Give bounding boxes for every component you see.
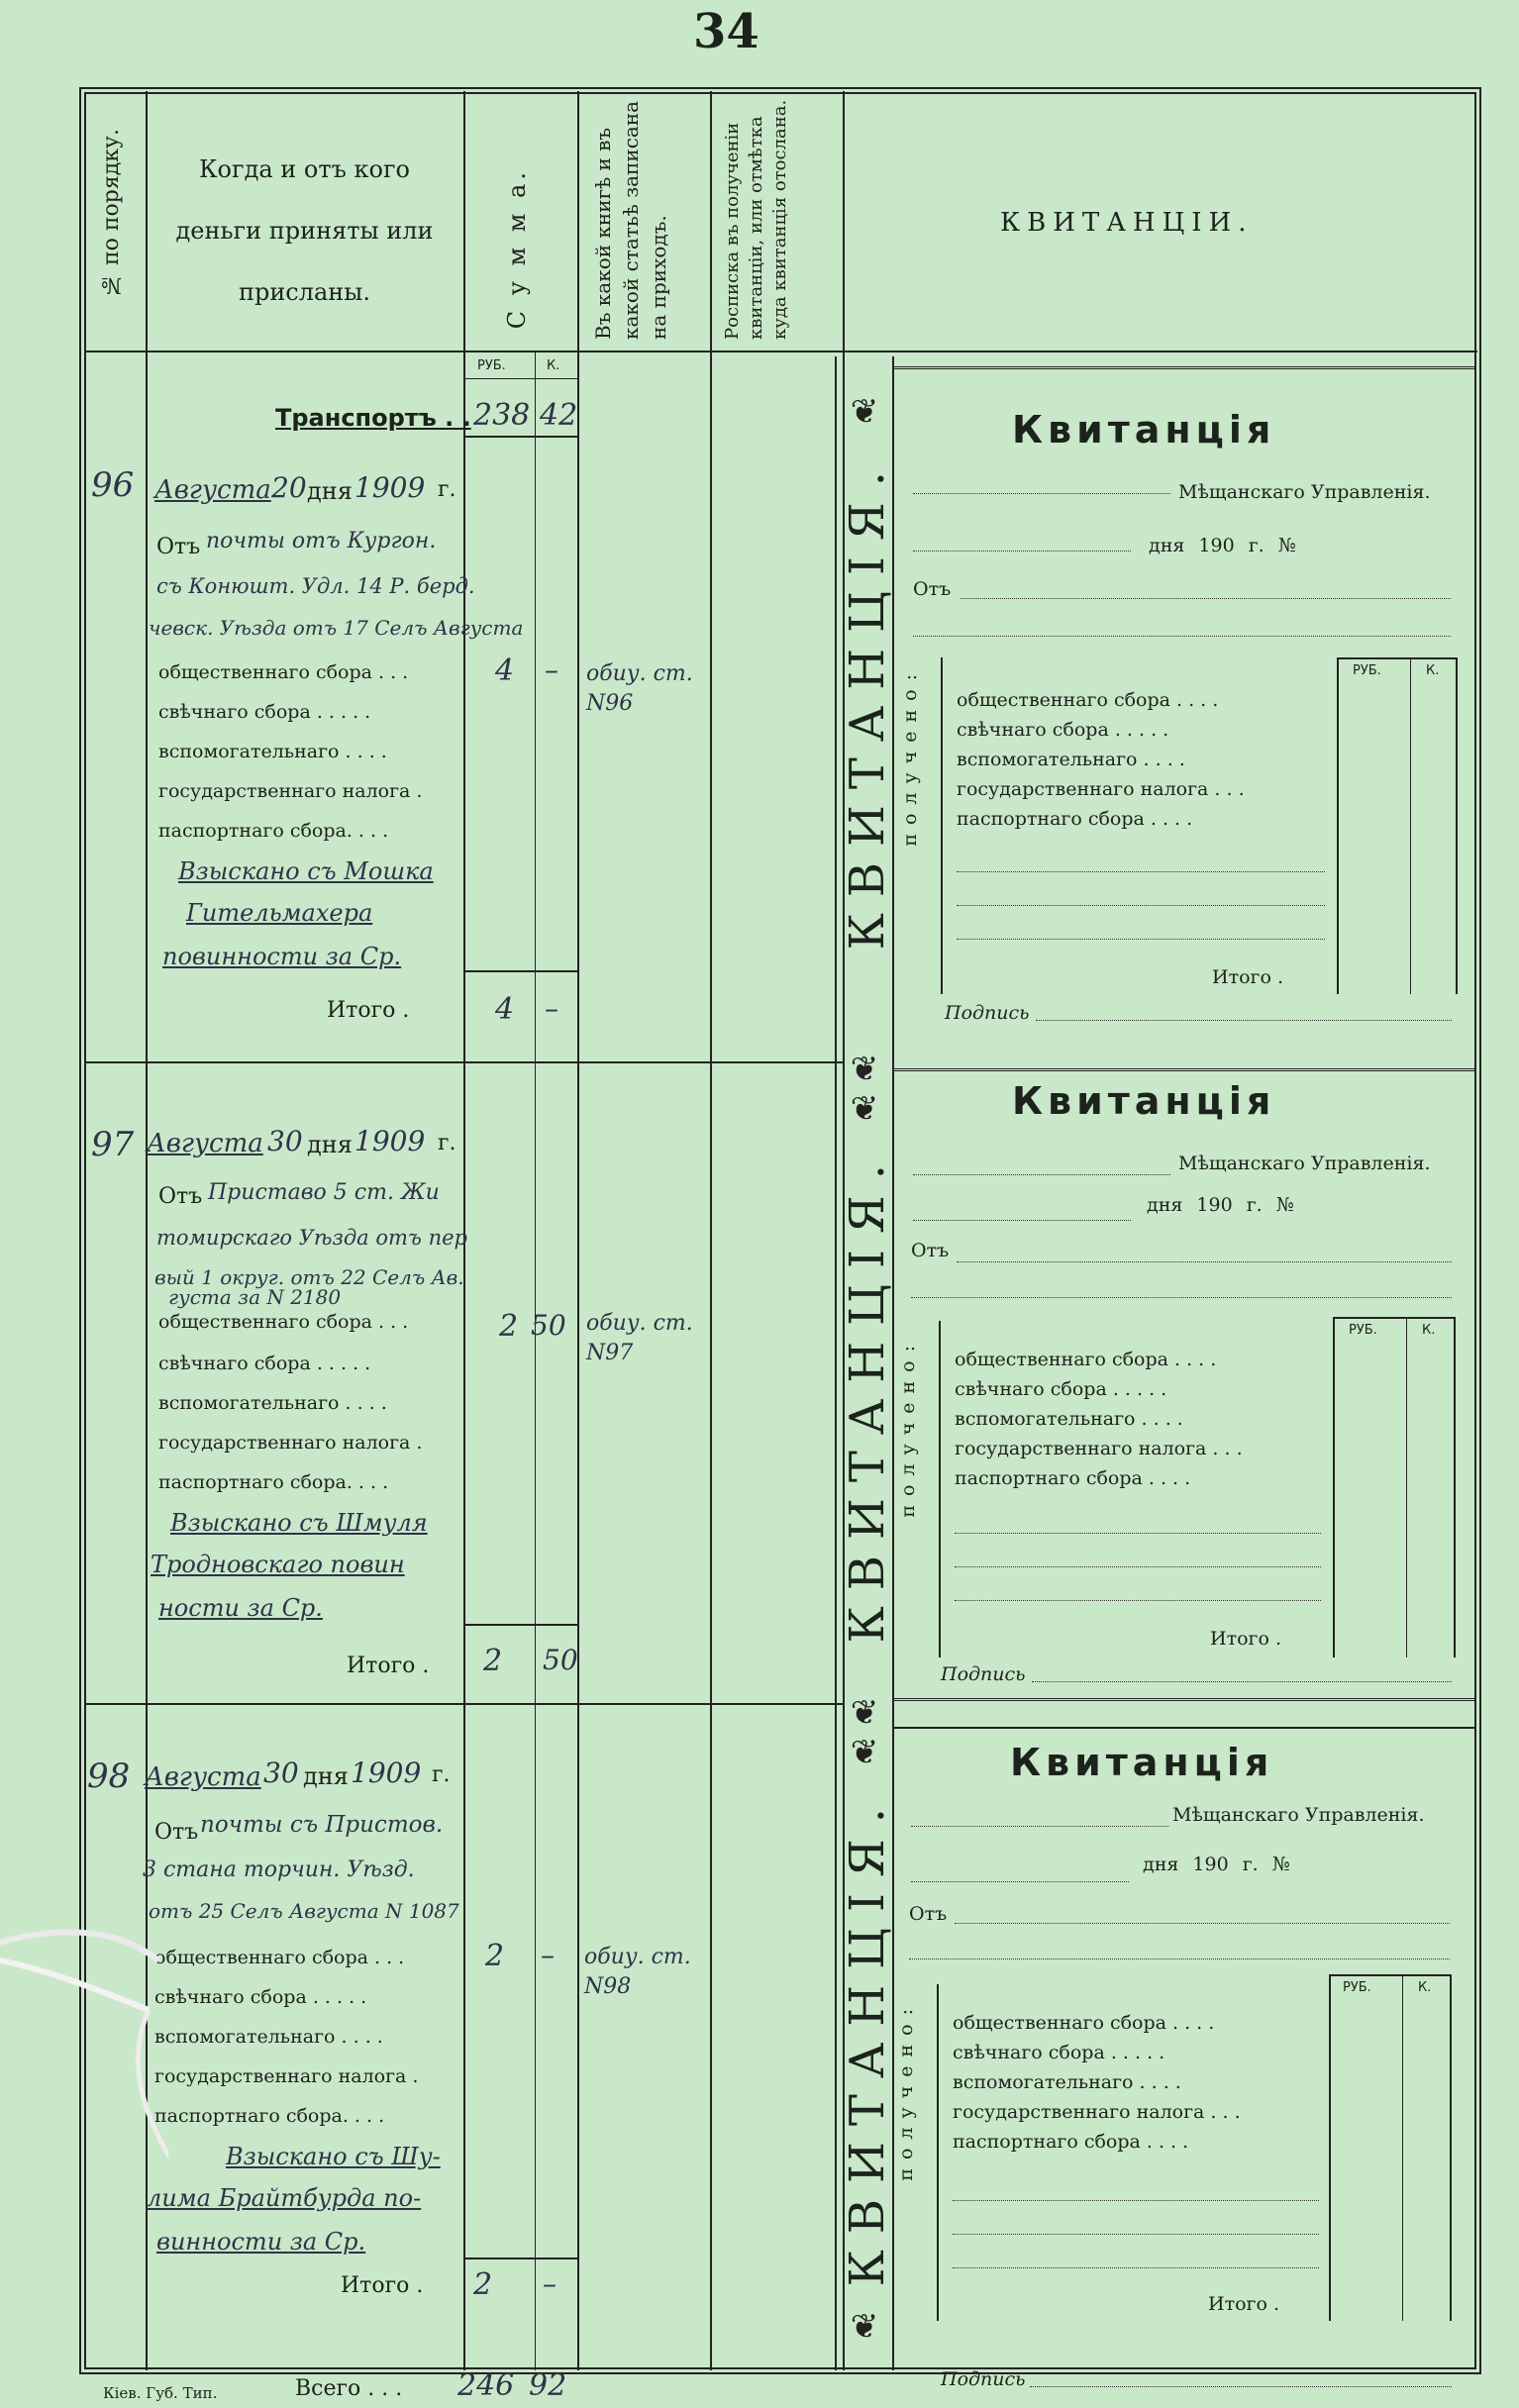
receipt-line: паспортнаго сбора . . . .: [957, 808, 1193, 830]
entry-hand-3: чевск. Уѣзда отъ 17 Селъ Августа: [149, 616, 524, 640]
entry-g: г.: [438, 1131, 456, 1155]
header-col-kvit: КВИТАНЦІИ.: [1000, 208, 1254, 238]
entry-day: 30: [267, 1125, 303, 1157]
entry-sum-rub: 4: [495, 653, 515, 688]
ornament-icon: ❦: [850, 392, 879, 432]
entry-divider-2: [85, 1703, 843, 1705]
ornament-icon: ❦: [850, 1733, 879, 1772]
entry-total-rub: 4: [495, 992, 515, 1027]
entry-sum-kop: –: [545, 653, 558, 686]
entry-year: 1909: [351, 1756, 422, 1789]
ornament-icon: ❦: [850, 1089, 879, 1129]
entry-no: 97: [91, 1125, 135, 1164]
receipt-ot: Отъ: [911, 1240, 950, 1261]
col-line-rubkop: [535, 351, 536, 2370]
receipt-line: свѣчнаго сбора . . . . .: [953, 2042, 1165, 2063]
ornament-icon: ❦: [850, 2307, 879, 2347]
form-line: свѣчнаго сбора . . . . .: [158, 1353, 371, 1374]
kop-header: К.: [1422, 1323, 1436, 1338]
receipt-polucheno: получено:: [899, 665, 921, 847]
entry-hand-2: томирскаго Уѣзда отъ пер: [156, 1226, 467, 1250]
form-line: паспортнаго сбора. . . .: [158, 820, 389, 842]
entry-g: г.: [432, 1762, 451, 1787]
entry-hand-2: съ Конюшт. Удл. 14 Р. берд.: [156, 574, 475, 598]
entry-year: 1909: [354, 1125, 426, 1157]
spine-text: КВИТАНЦІЯ.: [840, 1149, 895, 1644]
signature-line: [1036, 1020, 1452, 1021]
date-blank-line: [911, 1881, 1129, 1882]
entry-note-2: Гительмахера: [186, 899, 373, 927]
col-line-3: [577, 91, 579, 2370]
blank-line: [957, 905, 1325, 906]
entry-total-rub: 2: [483, 1644, 503, 1678]
header-col-book: Въ какой книгѣ и въ какой статьѣ записана на приходъ.: [591, 100, 670, 340]
grand-total-label: Всего . . .: [295, 2376, 403, 2401]
entry-hand-1: почты отъ Кургон.: [206, 529, 437, 553]
ot-blank-line: [911, 1297, 1452, 1298]
entry-day-word: дня: [303, 1762, 349, 1790]
receipt-line: свѣчнаго сбора . . . . .: [957, 719, 1169, 741]
receipt-line: государственнаго налога . . .: [953, 2101, 1241, 2123]
spine-text: КВИТАНЦІЯ.: [840, 1792, 895, 2287]
total-overline: [463, 1624, 577, 1626]
receipt-date-line: дня 190 г. №: [1149, 535, 1296, 556]
receipt-line: государственнаго налога . . .: [957, 778, 1245, 800]
form-line: вспомогательнаго . . . .: [158, 1392, 387, 1414]
org-blank-line: [913, 493, 1170, 494]
receipt-line: вспомогательнаго . . . .: [953, 2071, 1181, 2093]
receipt-podpis: Подпись: [941, 1663, 1026, 1685]
entry-book: обиу. ст. N97: [586, 1311, 693, 1365]
entry-sum-rub: 2: [485, 1939, 505, 1973]
entry-hand-2: 3 стана торчин. Уѣзд.: [143, 1857, 415, 1882]
spine-text: КВИТАНЦІЯ.: [840, 455, 895, 951]
receipt-itogo: Итого .: [1210, 1628, 1281, 1650]
entry-hand-3: вый 1 округ. отъ 22 Селъ Ав.: [154, 1265, 464, 1289]
page-number: 34: [693, 4, 760, 59]
blank-line: [953, 2234, 1319, 2235]
receipt-org: Мѣщанскаго Управленія.: [1172, 1804, 1425, 1826]
date-blank-line: [913, 1220, 1131, 1221]
blank-line: [953, 2267, 1319, 2268]
ot-blank-line: [961, 598, 1451, 599]
entry-hand-1: Приставо 5 ст. Жи: [208, 1180, 440, 1205]
entry-year: 1909: [354, 471, 426, 504]
kop-header: К.: [1426, 663, 1440, 678]
entry-g: г.: [438, 477, 456, 502]
entry-total-rub: 2: [473, 2267, 493, 2302]
entry-day: 30: [263, 1756, 299, 1789]
receipt-ot: Отъ: [913, 578, 952, 600]
rub-header: РУБ.: [1343, 1980, 1371, 1995]
receipt-line: паспортнаго сбора . . . .: [955, 1467, 1191, 1489]
entry-ot: Отъ: [156, 535, 201, 559]
entry-no: 96: [91, 465, 135, 505]
org-blank-line: [913, 1174, 1170, 1175]
blank-line: [955, 1566, 1321, 1567]
grand-total-rub: 246: [457, 2368, 515, 2403]
receipt-org: Мѣщанскаго Управленія.: [1178, 481, 1431, 503]
receipt-line: паспортнаго сбора . . . .: [953, 2131, 1189, 2153]
entry-total-kop: 50: [543, 1644, 578, 1676]
header-col-sum: С у м м а.: [503, 168, 531, 330]
binding-string: [0, 1901, 168, 2218]
date-blank-line: [913, 551, 1131, 552]
rubkop-underline: [463, 378, 577, 379]
receipt-date-line: дня 190 г. №: [1147, 1194, 1294, 1216]
rub-header: РУБ.: [1353, 663, 1381, 678]
entry-total-label: Итого .: [347, 1654, 430, 1678]
form-line: паспортнаго сбора. . . .: [158, 1471, 389, 1493]
ot-blank-line: [913, 636, 1451, 637]
entry-note-3: ности за Ср.: [158, 1594, 323, 1622]
signature-line: [1032, 1681, 1452, 1682]
entry-month: Августа: [154, 475, 271, 505]
transport-underline: [463, 436, 577, 438]
blank-line: [957, 871, 1325, 872]
entry-note-3: винности за Ср.: [156, 2228, 366, 2256]
receipt-org: Мѣщанскаго Управленія.: [1178, 1153, 1431, 1174]
transport-label: Транспортъ . .: [275, 404, 471, 432]
header-divider: [85, 351, 1477, 352]
rub-header: РУБ.: [1349, 1323, 1377, 1338]
form-line: общественнаго сбора . . .: [158, 1311, 409, 1333]
entry-note-1: Взыскано съ Мошка: [178, 857, 434, 885]
entry-book: обиу. ст. N96: [586, 661, 693, 716]
receipt-podpis: Подпись: [941, 2368, 1026, 2390]
entry-month: Августа: [147, 1129, 263, 1158]
form-line: общественнаго сбора . . .: [154, 1947, 405, 1968]
printer-imprint: Кіев. Губ. Тип.: [103, 2384, 218, 2402]
ot-blank-line: [955, 1923, 1450, 1924]
blank-line: [957, 939, 1325, 940]
receipt-title: Квитанція: [1010, 1741, 1274, 1784]
form-line: паспортнаго сбора. . . .: [154, 2105, 385, 2127]
col-line-4: [710, 91, 712, 2370]
form-line: государственнаго налога .: [158, 1432, 423, 1454]
entry-sum-rub: 2: [499, 1309, 519, 1344]
kop-header: К.: [1418, 1980, 1432, 1995]
entry-book: обиу. ст. N98: [584, 1945, 691, 1999]
entry-note-1: Взыскано съ Шу-: [226, 2143, 441, 2170]
receipt-podpis: Подпись: [945, 1002, 1030, 1024]
receipt-itogo: Итого .: [1208, 2293, 1279, 2315]
receipt-line: общественнаго сбора . . . .: [955, 1349, 1217, 1370]
entry-month: Августа: [145, 1762, 261, 1792]
receipt-line: государственнаго налога . . .: [955, 1438, 1243, 1459]
form-line: свѣчнаго сбора . . . . .: [158, 701, 371, 723]
signature-line: [1030, 2386, 1452, 2387]
receipt-title: Квитанція: [1012, 408, 1276, 452]
receipt-polucheno: получено:: [897, 1337, 919, 1518]
receipt-title: Квитанція: [1012, 1079, 1276, 1123]
entry-note-1: Взыскано съ Шмуля: [170, 1509, 428, 1537]
entry-day-word: дня: [307, 477, 353, 505]
total-overline: [463, 2258, 577, 2259]
entry-note-2: лима Брайтбурда по-: [147, 2184, 422, 2212]
form-line: государственнаго налога .: [158, 780, 423, 802]
entry-day-word: дня: [307, 1131, 353, 1158]
header-col-receipt: Росписка въ полученіи квитанціи, или отмѣтка куда квитанція отослана.: [722, 99, 790, 340]
header-col-when: Когда и отъ кого деньги приняты или присланы.: [175, 155, 434, 306]
blank-line: [955, 1600, 1321, 1601]
ot-blank-line: [909, 1958, 1450, 1959]
ot-blank-line: [957, 1261, 1452, 1262]
entry-total-label: Итого .: [341, 2273, 424, 2298]
kop-header: К.: [547, 358, 560, 373]
rub-header: РУБ.: [477, 358, 506, 373]
entry-day: 20: [271, 471, 307, 504]
receipt-line: общественнаго сбора . . . .: [957, 689, 1219, 711]
blank-line: [953, 2200, 1319, 2201]
receipt-line: общественнаго сбора . . . .: [953, 2012, 1215, 2034]
form-line: общественнаго сбора . . .: [158, 661, 409, 683]
entry-sum-kop: 50: [531, 1309, 566, 1342]
transport-kop: 42: [540, 398, 578, 433]
header-col-no: № по порядку.: [99, 129, 124, 297]
entry-sum-kop: –: [541, 1939, 555, 1971]
receipt-line: вспомогательнаго . . . .: [955, 1408, 1183, 1430]
ornament-icon: ❦: [850, 1693, 879, 1733]
grand-total-kop: 92: [529, 2368, 567, 2403]
receipt-line: свѣчнаго сбора . . . . .: [955, 1378, 1167, 1400]
entry-total-kop: –: [545, 992, 558, 1025]
receipt-line: вспомогательнаго . . . .: [957, 749, 1185, 770]
form-line: свѣчнаго сбора . . . . .: [154, 1986, 367, 2008]
entry-total-label: Итого .: [327, 998, 410, 1023]
transport-rub: 238: [473, 398, 531, 433]
total-overline: [463, 970, 577, 972]
entry-total-kop: –: [543, 2267, 557, 2300]
entry-hand-4: густа за N 2180: [168, 1285, 342, 1309]
entry-ot: Отъ: [158, 1184, 203, 1209]
blank-line: [955, 1533, 1321, 1534]
entry-note-2: Тродновскаго повин: [151, 1551, 405, 1578]
form-line: вспомогательнаго . . . .: [158, 741, 387, 762]
entry-hand-3: отъ 25 Селъ Августа N 1087: [149, 1899, 459, 1923]
form-line: государственнаго налога .: [154, 2065, 419, 2087]
entry-hand-1: почты съ Пристов.: [200, 1812, 444, 1838]
entry-no: 98: [87, 1756, 131, 1796]
entry-ot: Отъ: [154, 1820, 199, 1845]
receipt-date-line: дня 190 г. №: [1143, 1854, 1290, 1875]
receipt-polucheno: получено:: [895, 2000, 917, 2181]
receipt-itogo: Итого .: [1212, 966, 1283, 988]
org-blank-line: [911, 1826, 1168, 1827]
entry-divider-1: [85, 1061, 843, 1063]
receipt-ot: Отъ: [909, 1903, 948, 1925]
ornament-icon: ❦: [850, 1050, 879, 1089]
form-line: вспомогательнаго . . . .: [154, 2026, 383, 2048]
entry-note-3: повинности за Ср.: [162, 943, 402, 970]
